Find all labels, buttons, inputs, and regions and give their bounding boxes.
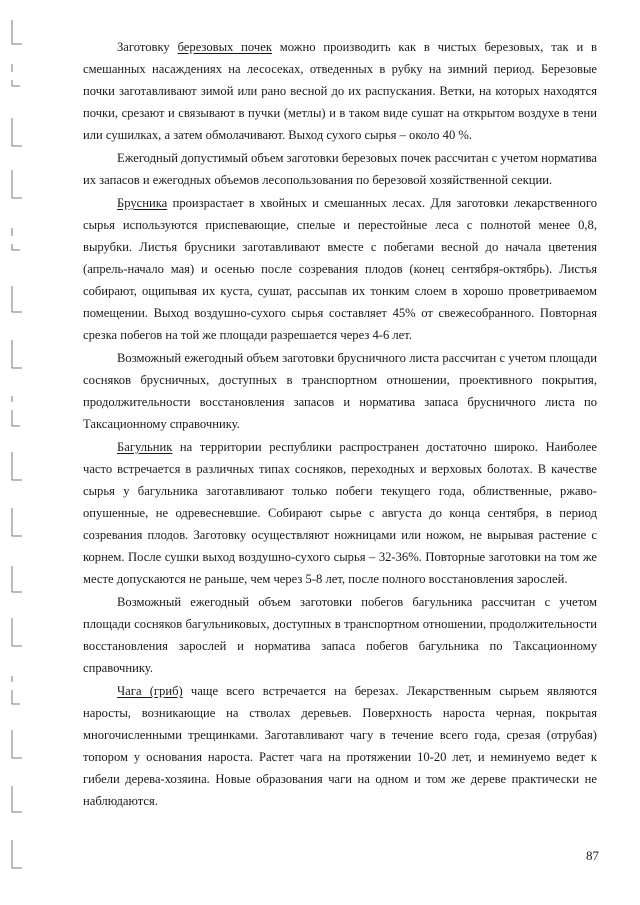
term-ledum: Багульник: [117, 440, 173, 454]
page-number: 87: [586, 848, 599, 863]
term-cowberry: Брусника: [117, 196, 168, 210]
paragraph-birch-volume: Ежегодный допустимый объем заготовки березовых почек рассчитан с учетом норматива их запасов и ежегодных объемов лесопользования по березовой хозяйственной секции.: [83, 151, 597, 187]
paragraph-text: можно производить как в чистых березовых, так и в смешанных насаждениях на лесосеках, отведенных в рубку на зимний период. Березовые почки заготавливают зимой или рано весной до их распускания. Ветки, на которых находятся почки, срезают и связывают в пучки (метлы) и в таком виде сушат на открытом воздухе в тени или сушилках, а затем обмолачивают. Выход сухого сырья – около 40 %.: [83, 40, 597, 142]
paragraph-birch-buds: [83, 36, 597, 146]
term-chaga: Чага (гриб): [117, 684, 183, 698]
paragraph-lead: Заготовку: [117, 40, 178, 54]
paragraph-cowberry-volume: Возможный ежегодный объем заготовки брусничного листа рассчитан с учетом площади сосняков брусничных, доступных в транспортном отношении, проективного покрытия, продолжительности восстановления запасов и норматива запаса брусничного листа по Таксационному справочнику.: [83, 351, 597, 431]
paragraph-chaga: [83, 680, 597, 812]
paragraph-ledum-volume: Возможный ежегодный объем заготовки побегов багульника рассчитан с учетом площади сосняков багульниковых, доступных в транспортном отношении, продолжительности восстановления зарослей и норматива запаса побегов багульника по Таксационному справочнику.: [83, 595, 597, 675]
term-birch-buds: березовых почек: [177, 40, 272, 54]
binding-edge-marks: [0, 0, 30, 905]
paragraph-cowberry: [83, 192, 597, 346]
paragraph-text: на территории республики распространен достаточно широко. Наиболее часто встречается в различных типах сосняков, переходных и верховых болотах. В качестве сырья у багульника заготавливают только побеги текущего года, облиственные, ржаво-опушенные, не одревесневшие. Собирают сырье с августа до конца сентября, в период созревания плодов. Заготовку осуществляют ножницами или ножом, не вырывая растение с корнем. После сушки выход воздушно-сухого сырья – 32-36%. Повторные заготовки на том же месте допускаются не раньше, чем через 5-8 лет, после полного восстановления зарослей.: [83, 440, 597, 586]
paragraph-text: чаще всего встречается на березах. Лекарственным сырьем являются наросты, возникающие на стволах деревьев. Поверхность нароста черная, покрытая многочисленными трещинками. Заготавливают чагу в течение всего года, срезая (отрубая) топором у основания нароста. Растет чага на протяжении 10-20 лет, и неминуемо ведет к гибели дерева-хозяина. Новые образования чаги на одном и том же дереве практически не наблюдаются.: [83, 684, 597, 808]
paragraph-ledum: [83, 436, 597, 590]
paragraph-text: произрастает в хвойных и смешанных лесах. Для заготовки лекарственного сырья используются приспевающие, спелые и перестойные леса с полнотой менее 0,8, вырубки. Листья брусники заготавливают вместе с побегами весной до начала цветения (апрель-начало мая) и осенью после созревания плодов (конец сентября-октябрь). Листья собирают, ощипывая их куста, сушат, рассыпав их тонким слоем в хорошо проветриваемом помещении. Выход воздушно-сухого сырья составляет 45% от свежесобранного. Повторная срезка побегов на той же площади разрешается через 4-6 лет.: [83, 196, 597, 342]
body-text: [83, 36, 597, 812]
